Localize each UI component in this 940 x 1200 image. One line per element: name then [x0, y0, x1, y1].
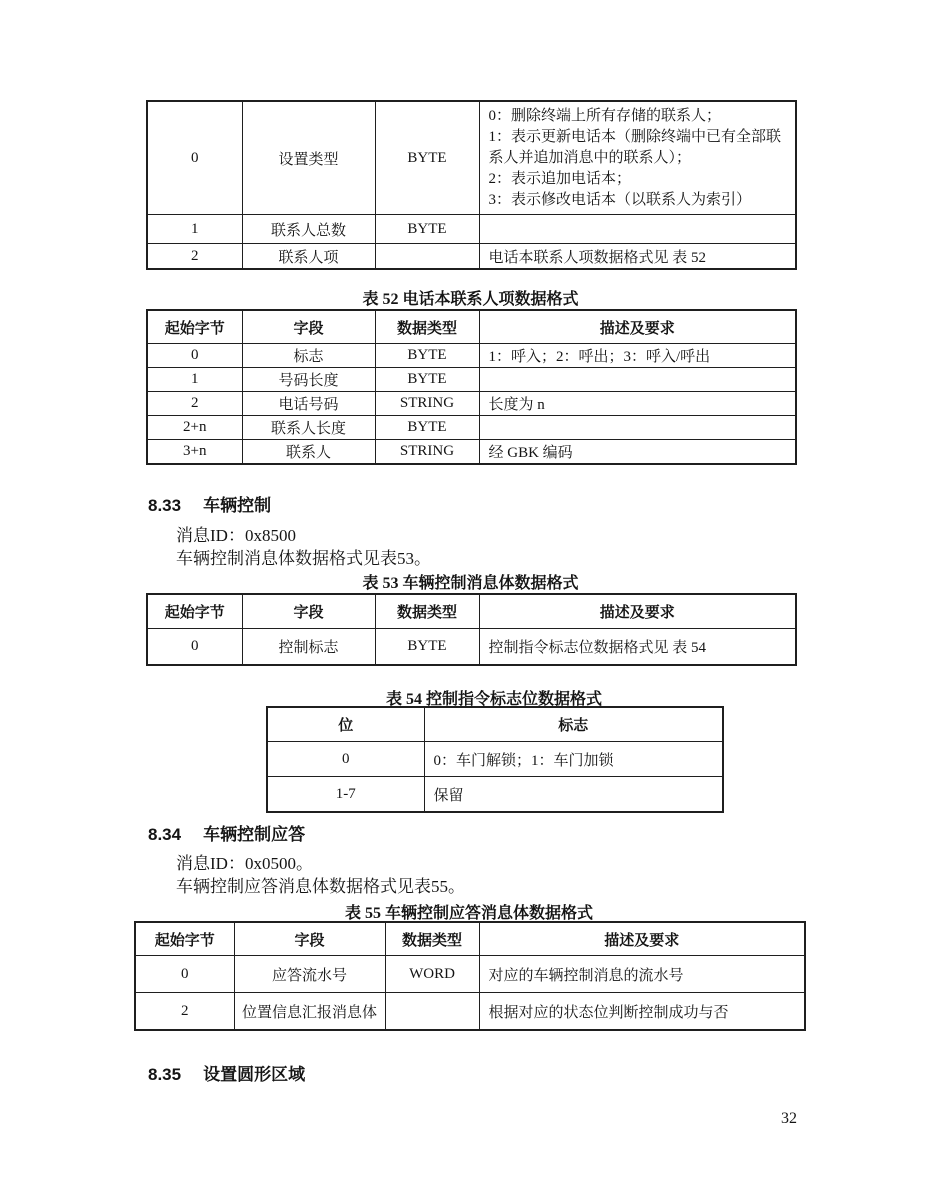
table-row — [147, 344, 796, 368]
section-heading-8-35 — [148, 1060, 305, 1085]
header-start-byte: 起始字节 — [147, 594, 242, 629]
cell-data-type: STRING — [375, 392, 479, 416]
header-data-type: 数据类型 — [375, 594, 479, 629]
table53 — [146, 593, 797, 666]
table53-caption: 表 53 车辆控制消息体数据格式 — [362, 575, 579, 592]
header-bit: 位 — [267, 707, 424, 742]
cell-start-byte: 3+n — [147, 440, 242, 465]
paragraph — [176, 852, 465, 898]
cell-data-type: BYTE — [375, 416, 479, 440]
cell-field: 设置类型 — [242, 101, 375, 215]
cell-data-type: BYTE — [375, 368, 479, 392]
table-row — [147, 629, 796, 666]
table-row — [147, 440, 796, 465]
table55-caption: 表 55 车辆控制应答消息体数据格式 — [344, 905, 593, 922]
description-line: 0：删除终端上所有存储的联系人； — [488, 107, 722, 124]
table52 — [146, 309, 797, 465]
cell-data-type: STRING — [375, 440, 479, 465]
cell-data-type — [375, 244, 479, 270]
cell-start-byte: 2 — [147, 244, 242, 270]
section-title: 车辆控制应答 — [203, 825, 306, 844]
table-row — [147, 392, 796, 416]
paragraph — [176, 524, 431, 570]
cell-data-type: WORD — [385, 956, 479, 993]
table-row — [147, 368, 796, 392]
cell-description: 电话本联系人项数据格式见 表 52 — [479, 244, 796, 270]
header-start-byte: 起始字节 — [135, 922, 234, 956]
cell-bit: 0 — [267, 742, 424, 777]
cell-start-byte: 2 — [147, 392, 242, 416]
section-title: 设置圆形区域 — [203, 1065, 306, 1084]
cell-description — [479, 101, 796, 215]
cell-flag: 保留 — [424, 777, 723, 813]
table-header-row — [147, 594, 796, 629]
cell-field: 应答流水号 — [234, 956, 385, 993]
section-number: 8.33 — [148, 496, 182, 515]
header-description: 描述及要求 — [479, 310, 796, 344]
table-row — [147, 101, 796, 215]
cell-field: 标志 — [242, 344, 375, 368]
cell-field: 控制标志 — [242, 629, 375, 666]
cell-description: 根据对应的状态位判断控制成功与否 — [479, 993, 805, 1031]
table52-caption: 表 52 电话本联系人项数据格式 — [362, 291, 579, 308]
header-description: 描述及要求 — [479, 922, 805, 956]
paragraph-line: 车辆控制应答消息体数据格式见表55。 — [176, 877, 465, 896]
table-header-row — [267, 707, 723, 742]
header-data-type: 数据类型 — [375, 310, 479, 344]
section-title: 车辆控制 — [203, 496, 272, 515]
description-line: 2：表示追加电话本； — [488, 170, 632, 187]
section-heading-8-34 — [148, 820, 305, 845]
cell-description: 1：呼入；2：呼出；3：呼入/呼出 — [479, 344, 796, 368]
cell-field: 联系人总数 — [242, 215, 375, 244]
table-row — [147, 244, 796, 270]
cell-data-type — [385, 993, 479, 1031]
section-heading-8-33 — [148, 491, 271, 516]
cell-description: 对应的车辆控制消息的流水号 — [479, 956, 805, 993]
table-row — [135, 993, 805, 1031]
header-description: 描述及要求 — [479, 594, 796, 629]
cell-field: 联系人 — [242, 440, 375, 465]
cell-description: 控制指令标志位数据格式见 表 54 — [479, 629, 796, 666]
cell-start-byte: 2+n — [147, 416, 242, 440]
cell-data-type: BYTE — [375, 629, 479, 666]
cell-flag: 0：车门解锁；1：车门加锁 — [424, 742, 723, 777]
cell-data-type: BYTE — [375, 344, 479, 368]
table-row — [147, 416, 796, 440]
cell-description: 长度为 n — [479, 392, 796, 416]
cell-start-byte: 1 — [147, 215, 242, 244]
cell-field: 电话号码 — [242, 392, 375, 416]
section-number: 8.35 — [148, 1065, 182, 1084]
header-field: 字段 — [234, 922, 385, 956]
table-row — [147, 215, 796, 244]
header-data-type: 数据类型 — [385, 922, 479, 956]
table-header-row — [135, 922, 805, 956]
cell-start-byte: 2 — [135, 993, 234, 1031]
cell-description — [479, 368, 796, 392]
description-line: 1：表示更新电话本（删除终端中已有全部联系人并追加消息中的联系人）； — [488, 128, 782, 166]
paragraph-line: 消息ID：0x8500 — [176, 526, 296, 545]
cell-start-byte: 0 — [147, 344, 242, 368]
cell-description — [479, 215, 796, 244]
table-row — [267, 777, 723, 813]
phonebook-table — [146, 100, 797, 270]
table-row — [267, 742, 723, 777]
page-number: 32 — [781, 1110, 797, 1127]
cell-field: 联系人项 — [242, 244, 375, 270]
table-row — [135, 956, 805, 993]
cell-data-type: BYTE — [375, 101, 479, 215]
table54 — [266, 706, 724, 813]
cell-bit: 1-7 — [267, 777, 424, 813]
paragraph-line: 消息ID：0x0500。 — [176, 854, 313, 873]
cell-data-type: BYTE — [375, 215, 479, 244]
cell-field: 联系人长度 — [242, 416, 375, 440]
cell-description: 经 GBK 编码 — [479, 440, 796, 465]
cell-field: 号码长度 — [242, 368, 375, 392]
cell-start-byte: 1 — [147, 368, 242, 392]
description-line: 3：表示修改电话本（以联系人为索引） — [488, 191, 752, 208]
table54-caption: 表 54 控制指令标志位数据格式 — [385, 691, 602, 708]
header-flag: 标志 — [424, 707, 723, 742]
table-header-row — [147, 310, 796, 344]
section-number: 8.34 — [148, 825, 182, 844]
header-field: 字段 — [242, 310, 375, 344]
cell-field: 位置信息汇报消息体 — [234, 993, 385, 1031]
header-start-byte: 起始字节 — [147, 310, 242, 344]
header-field: 字段 — [242, 594, 375, 629]
cell-start-byte: 0 — [135, 956, 234, 993]
paragraph-line: 车辆控制消息体数据格式见表53。 — [176, 549, 431, 568]
cell-start-byte: 0 — [147, 101, 242, 215]
table55 — [134, 921, 806, 1031]
cell-description — [479, 416, 796, 440]
cell-start-byte: 0 — [147, 629, 242, 666]
